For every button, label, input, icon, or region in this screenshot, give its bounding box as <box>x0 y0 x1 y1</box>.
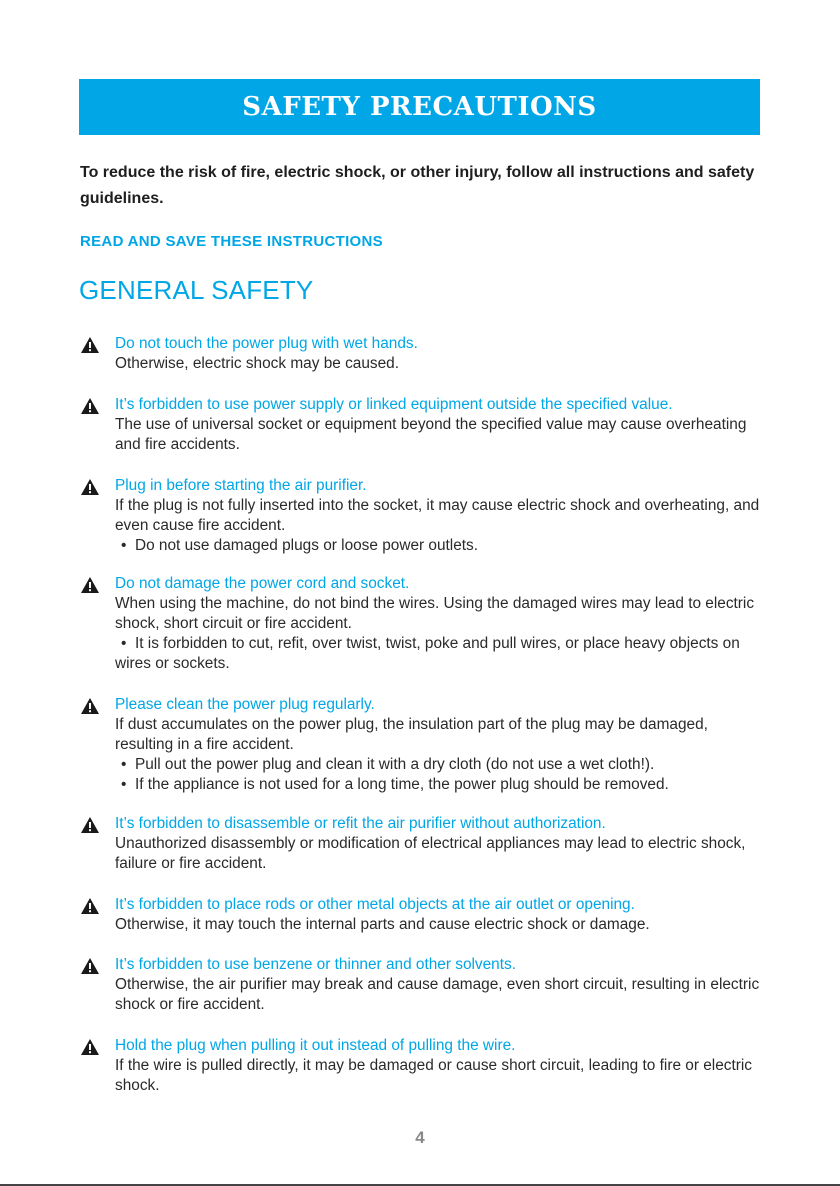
page-title: SAFETY PRECAUTIONS <box>242 92 597 122</box>
intro-text: To reduce the risk of fire, electric shock, or other injury, follow all instructions and safety guidelines. <box>80 164 755 207</box>
warning-triangle-icon <box>80 957 100 975</box>
read-save-heading: READ AND SAVE THESE INSTRUCTIONS <box>80 233 383 250</box>
warning-triangle-icon <box>80 697 100 715</box>
bullet-text: Pull out the power plug and clean it with a dry cloth (do not use a wet cloth!). <box>134 756 655 773</box>
item-title: Do not damage the power cord and socket. <box>115 575 410 592</box>
warning-triangle-icon <box>80 1038 100 1056</box>
warning-triangle-icon <box>80 478 100 496</box>
item-description: When using the machine, do not bind the wires. Using the damaged wires may lead to electric shock, short circuit or fire accident. <box>115 595 755 632</box>
item-title: It’s forbidden to use benzene or thinner and other solvents. <box>115 956 516 973</box>
item-description: Otherwise, the air purifier may break and cause damage, even short circuit, resulting in electric shock or fire accident. <box>115 976 760 1013</box>
item-description: Otherwise, electric shock may be caused. <box>115 355 399 372</box>
safety-item <box>80 895 760 935</box>
item-title: Plug in before starting the air purifier. <box>115 477 367 494</box>
item-description: Unauthorized disassembly or modification of electrical appliances may lead to electric shock, failure or fire accident. <box>115 835 746 872</box>
safety-item <box>80 395 760 455</box>
item-title: It’s forbidden to place rods or other metal objects at the air outlet or opening. <box>115 896 635 913</box>
safety-item <box>80 955 760 1015</box>
item-description: If dust accumulates on the power plug, the insulation part of the plug may be damaged, resulting in a fire accident. <box>115 716 708 753</box>
item-title: Hold the plug when pulling it out instead of pulling the wire. <box>115 1037 516 1054</box>
page-number: 4 <box>415 1128 425 1147</box>
title-banner <box>79 79 760 135</box>
warning-triangle-icon <box>80 576 100 594</box>
safety-item <box>80 334 760 374</box>
section-title: GENERAL SAFETY <box>79 275 314 305</box>
safety-item <box>80 695 760 795</box>
warning-triangle-icon <box>80 397 100 415</box>
item-description: Otherwise, it may touch the internal parts and cause electric shock or damage. <box>115 916 650 933</box>
warning-triangle-icon <box>80 336 100 354</box>
item-title: It’s forbidden to use power supply or linked equipment outside the specified value. <box>115 396 673 413</box>
item-title: Please clean the power plug regularly. <box>115 696 375 713</box>
bullet-text: It is forbidden to cut, refit, over twist, twist, poke and pull wires, or place heavy objects on wires or sockets. <box>115 635 740 672</box>
safety-item <box>80 574 760 674</box>
item-title: Do not touch the power plug with wet hands. <box>115 335 418 352</box>
warning-triangle-icon <box>80 816 100 834</box>
safety-item <box>80 476 760 556</box>
warning-triangle-icon <box>80 897 100 915</box>
bullet-text: If the appliance is not used for a long time, the power plug should be removed. <box>134 776 669 793</box>
item-description: If the wire is pulled directly, it may be damaged or cause short circuit, leading to fire or electric shock. <box>115 1057 752 1094</box>
item-description: The use of universal socket or equipment beyond the specified value may cause overheating and fire accidents. <box>115 416 747 453</box>
safety-item <box>80 1036 760 1096</box>
bullet-item: • If the appliance is not used for a long time, the power plug should be removed. <box>121 776 669 793</box>
item-description: If the plug is not fully inserted into the socket, it may cause electric shock and overheating, and even cause fire accident. <box>115 497 760 534</box>
bullet-item: • Pull out the power plug and clean it with a dry cloth (do not use a wet cloth!). <box>121 756 655 773</box>
bullet-text: Do not use damaged plugs or loose power outlets. <box>134 537 479 554</box>
bullet-item: • Do not use damaged plugs or loose power outlets. <box>121 537 479 554</box>
safety-item <box>80 814 760 874</box>
bullet-item: • It is forbidden to cut, refit, over twist, twist, poke and pull wires, or place heavy objects on wires or sockets. <box>115 635 740 672</box>
item-title: It’s forbidden to disassemble or refit the air purifier without authorization. <box>115 815 606 832</box>
